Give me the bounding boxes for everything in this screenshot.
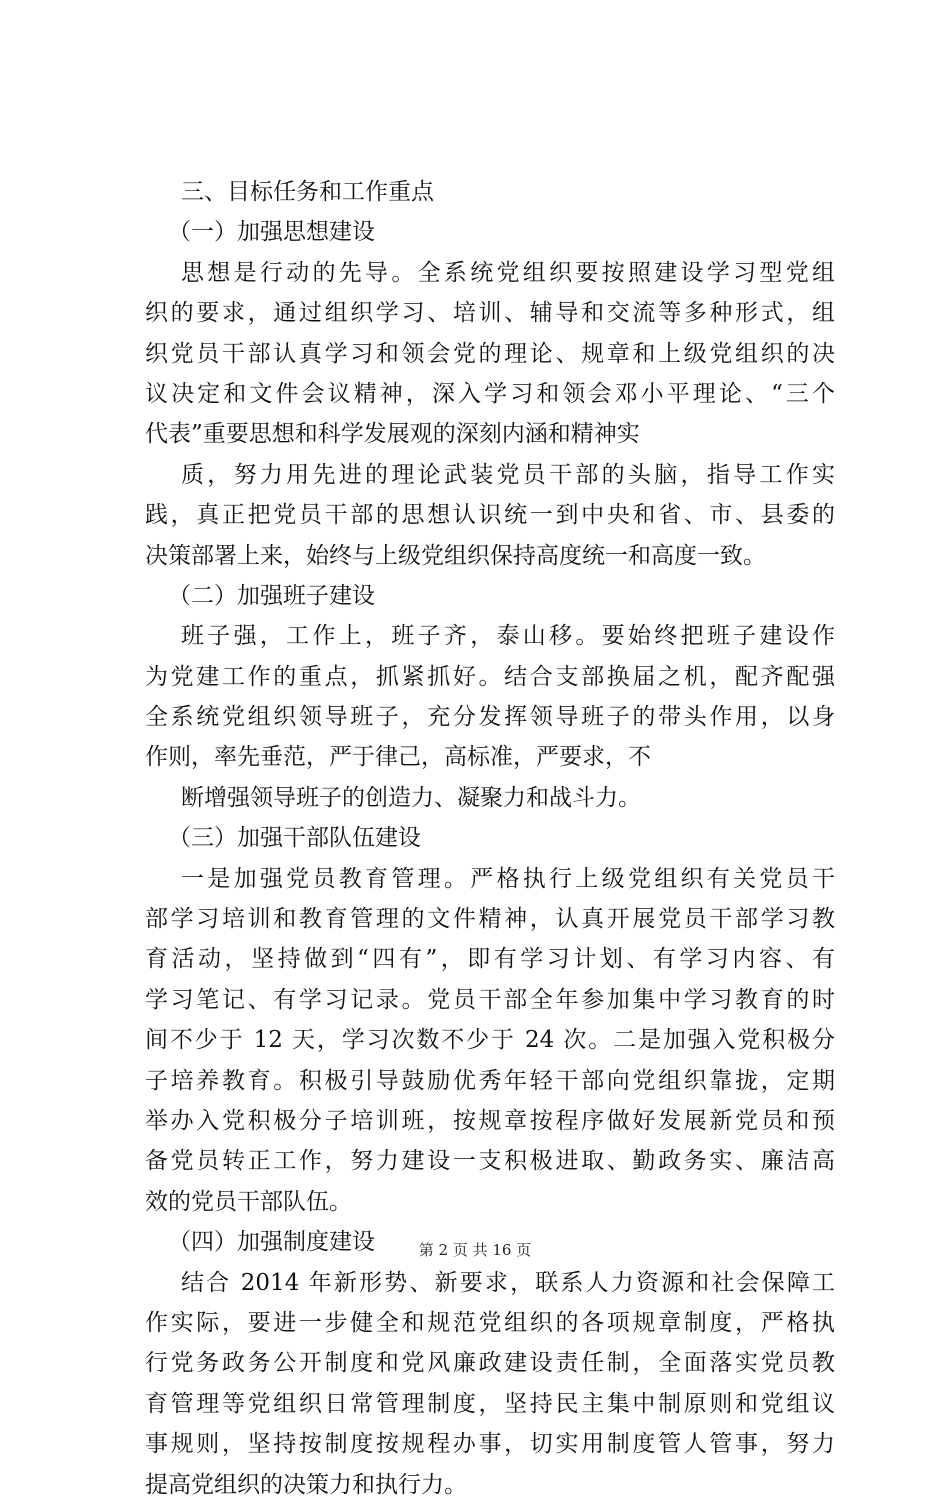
text-line: 班子强，工作上，班子齐，泰山移。要始终把班子建设作 [181, 623, 835, 650]
text-line: 三、目标任务和工作重点 [181, 179, 434, 205]
text-line: 践，真正把党员干部的思想认识统一到中央和省、市、县委的 [145, 502, 835, 529]
text-line: 提高党组织的决策力和执行力。 [145, 1471, 467, 1498]
text-line: 决策部署上来，始终与上级党组织保持高度统一和高度一致。 [145, 542, 766, 569]
page-footer: 第 2 页 共 16 页 [418, 1241, 532, 1259]
text-line: 举办入党积极分子培训班，按规章按程序做好发展新党员和预 [145, 1107, 835, 1134]
text-line: （一）加强思想建设 [168, 219, 375, 246]
text-line: 断增强领导班子的创造力、凝聚力和战斗力。 [181, 784, 641, 811]
text-line: 间不少于 12 天，学习次数不少于 24 次。二是加强入党积极分 [145, 1027, 835, 1054]
text-line: 思想是行动的先导。全系统党组织要按照建设学习型党组 [181, 259, 835, 286]
text-line: 行党务政务公开制度和党风廉政建设责任制，全面落实党员教 [145, 1350, 835, 1377]
text-line: 议决定和文件会议精神，深入学习和领会邓小平理论、“三个 [145, 380, 835, 407]
text-line: （二）加强班子建设 [168, 582, 375, 609]
text-line: 事规则，坚持按制度按规程办事，切实用制度管人管事，努力 [145, 1431, 835, 1458]
text-line: 为党建工作的重点，抓紧抓好。结合支部换届之机，配齐配强 [145, 663, 835, 690]
text-line: 育活动，坚持做到“四有”，即有学习计划、有学习内容、有 [145, 946, 835, 973]
text-line: （四）加强制度建设 [168, 1229, 375, 1256]
text-line: 代表”重要思想和科学发展观的深刻内涵和精神实 [145, 421, 640, 448]
text-line: 全系统党组织领导班子，充分发挥领导班子的带头作用，以身 [145, 704, 835, 731]
text-line: 质，努力用先进的理论武装党员干部的头脑，指导工作实 [181, 461, 835, 488]
text-line: （三）加强干部队伍建设 [168, 825, 421, 852]
text-line: 育管理等党组织日常管理制度，坚持民主集中制原则和党组议 [145, 1390, 835, 1417]
document-body [145, 172, 835, 1505]
text-line: 结合 2014 年新形势、新要求，联系人力资源和社会保障工 [181, 1269, 835, 1296]
text-line: 作实际，要进一步健全和规范党组织的各项规章制度，严格执 [145, 1309, 835, 1336]
text-line: 部学习培训和教育管理的文件精神，认真开展党员干部学习教 [145, 906, 835, 933]
text-line: 作则，率先垂范，严于律己，高标准，严要求，不 [145, 744, 651, 771]
text-line: 织的要求，通过组织学习、培训、辅导和交流等多种形式，组 [145, 300, 835, 327]
text-line: 效的党员干部队伍。 [145, 1188, 352, 1215]
text-line: 一是加强党员教育管理。严格执行上级党组织有关党员干 [181, 865, 835, 892]
text-line: 织党员干部认真学习和领会党的理论、规章和上级党组织的决 [145, 340, 835, 367]
text-line: 学习笔记、有学习记录。党员干部全年参加集中学习教育的时 [145, 986, 835, 1013]
text-line: 子培养教育。积极引导鼓励优秀年轻干部向党组织靠拢，定期 [145, 1067, 835, 1094]
text-line: 备党员转正工作，努力建设一支积极进取、勤政务实、廉洁高 [145, 1148, 835, 1175]
